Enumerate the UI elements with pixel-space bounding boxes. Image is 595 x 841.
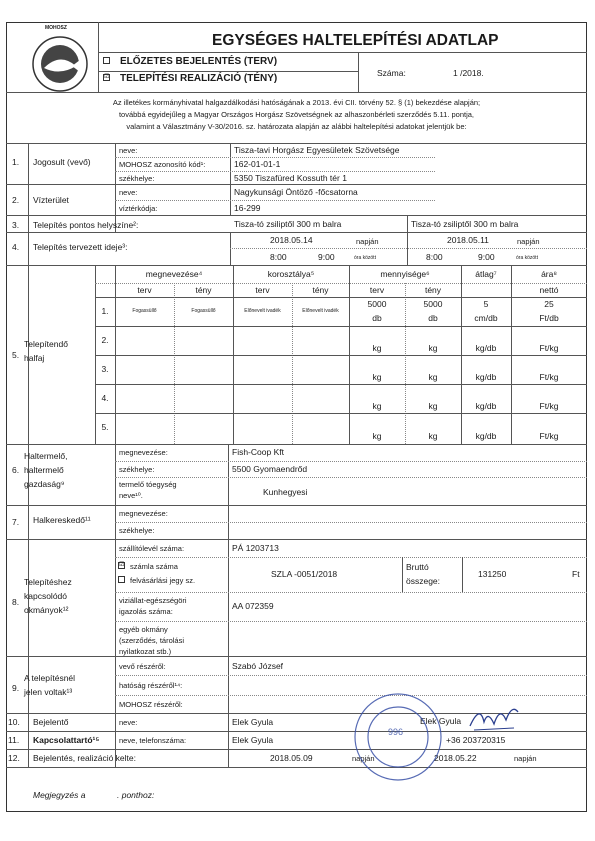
bejelento-alairas-nev: Elek Gyula <box>420 716 462 726</box>
intro-line-3: valamint a Választmány V-30/2016. sz. határozata alapján az alábbi haltelepítési adatokat jelentjük be: <box>126 122 467 131</box>
unit-teny-4: kg <box>428 401 438 411</box>
r8-szamla-label-1: számla száma <box>130 562 178 571</box>
r8-label-1: Telepítéshez <box>24 577 72 587</box>
atlag-unit-5: kg/db <box>475 431 497 441</box>
szallitolevel: PÁ 1203713 <box>232 543 279 553</box>
r1-kod-label: MOHOSZ azonosító kód¹: <box>119 160 206 169</box>
r4-num: 4. <box>12 242 20 252</box>
unit-terv-4: kg <box>372 401 382 411</box>
row-num-3: 3. <box>101 364 109 374</box>
r8-num: 8. <box>12 597 20 607</box>
kor-teny-1: Előnevelt ivadék <box>302 308 339 314</box>
vevo-reszerol: Szabó József <box>232 661 284 671</box>
r9-label-2: jelen voltak¹³ <box>24 687 73 697</box>
r7-label: Halkereskedő¹¹ <box>33 515 91 525</box>
r9-label-1: A telepítésnél <box>24 673 76 683</box>
ido-datum-teny: 2018.05.11 <box>447 235 489 245</box>
r10-num: 10. <box>8 717 20 727</box>
unit-terv-3: kg <box>372 372 382 382</box>
r6-num: 6. <box>12 465 20 475</box>
unit-teny-5: kg <box>428 431 438 441</box>
mohosz-logo <box>14 26 106 96</box>
r5-label-1: Telepítendő <box>24 339 68 349</box>
r11-num: 11. <box>8 735 20 745</box>
viz-kod: 16-299 <box>234 203 261 213</box>
r11-label: Kapcsolattartó¹⁵ <box>33 735 100 745</box>
ar-unit-5: Ft/kg <box>539 431 559 441</box>
r9-vevo-label: vevő részéről: <box>119 662 166 671</box>
toegyseg-nev: Kunhegyesi <box>263 487 308 497</box>
r6-te-label-2: neve¹⁰. <box>119 491 143 500</box>
atlag-unit-3: kg/db <box>475 372 497 382</box>
r6-label-2: haltermelő <box>24 465 64 475</box>
atlag-1: 5 <box>483 299 489 309</box>
r9-moh-label: MOHOSZ részéről: <box>119 700 183 709</box>
menny-terv-1: 5000 <box>367 299 387 309</box>
ora-kozott-2: óra között <box>516 255 538 261</box>
unit-teny-1: db <box>428 313 438 323</box>
ar-unit-3: Ft/kg <box>539 372 559 382</box>
r7-szek-label: székhelye: <box>119 526 155 535</box>
r7-meg-label: megnevezése: <box>119 509 168 518</box>
r3-num: 3. <box>12 220 20 230</box>
felvasarlasi-checkbox[interactable] <box>118 576 125 583</box>
form-frame <box>6 22 587 812</box>
kelte-napjan-2: napján <box>514 754 537 763</box>
r8-vizall-label-2: igazolás száma: <box>119 607 173 616</box>
sub-teny-1: tény <box>195 285 212 295</box>
r6-meg-label: megnevezése: <box>119 448 168 457</box>
szama-value: 1 /2018. <box>453 68 484 78</box>
unit-terv-2: kg <box>372 343 382 353</box>
megjegyzes-label: Megjegyzés a <box>33 790 86 800</box>
kapcsolattarto-telefon: +36 203720315 <box>446 735 506 745</box>
brutto-label-1: Bruttó <box>406 562 429 572</box>
atlag-unit-2: kg/db <box>475 343 497 353</box>
r12-num: 12. <box>8 753 20 763</box>
r1-szek-label: székhelye: <box>119 174 155 183</box>
r12-label: Bejelentés, realizáció kelte: <box>33 753 137 763</box>
unit-terv-5: kg <box>372 431 382 441</box>
h-megnevezes: megnevezése⁴ <box>145 269 203 279</box>
mohosz-kod: 162-01-01-1 <box>234 159 281 169</box>
viz-neve: Nagykunsági Öntöző -főcsatorna <box>234 187 358 197</box>
helyszin-terv: Tisza-tó zsiliptől 300 m balra <box>234 219 342 229</box>
ido-datum-terv: 2018.05.14 <box>270 235 313 245</box>
r10-label: Bejelentő <box>33 717 69 727</box>
intro-line-2: továbbá egyidejűleg a Magyar Országos Horgász Szövetségnek az alhaszonbérleti szerződés 5.11. pontja, <box>118 110 475 119</box>
logo-text: MOHOSZ <box>45 25 67 31</box>
ido-teny-kezd: 8:00 <box>426 252 443 262</box>
r11-label-field: neve, telefonszáma: <box>119 736 187 745</box>
h-mennyiseg: mennyisége⁶ <box>380 269 430 279</box>
h-atlag: átlag⁷ <box>475 269 497 279</box>
r1-neve-label: neve: <box>119 146 138 155</box>
r7-num: 7. <box>12 517 20 527</box>
napjan-2: napján <box>517 237 540 246</box>
r10-neve-label: neve: <box>119 718 138 727</box>
vizallat-igazolas: AA 072359 <box>232 601 274 611</box>
atlag-unit-1: cm/db <box>474 313 498 323</box>
option-realizacio: TELEPÍTÉSI REALIZÁCIÓ (TÉNY) <box>120 73 278 84</box>
sub-netto: nettó <box>539 285 559 295</box>
jogosult-szekhely: 5350 Tiszafüred Kossuth tér 1 <box>234 173 347 183</box>
ido-terv-kezd: 8:00 <box>270 252 287 262</box>
h-ar: ára⁸ <box>541 269 557 279</box>
ar-unit-2: Ft/kg <box>539 343 559 353</box>
r8-label-2: kapcsolódó <box>24 591 68 601</box>
r9-hat-label: hatóság részéről¹⁴: <box>119 681 183 690</box>
menny-teny-1: 5000 <box>423 299 443 309</box>
intro-line-1: Az illetékes kormányhivatal halgazdálkodási hatóságának a 2013. évi CII. törvény 52. § (1) bekezdése alapján; <box>112 98 481 107</box>
r2-neve-label: neve: <box>119 188 138 197</box>
helyszin-teny: Tisza-tó zsiliptől 300 m balra <box>411 219 519 229</box>
r8-szall-label: szállítólevél száma: <box>119 544 185 553</box>
szamla-checkbox[interactable]: ☑ <box>119 562 125 568</box>
ponthoz-label: . ponthoz: <box>117 790 155 800</box>
unit-teny-2: kg <box>428 343 438 353</box>
r6-label-3: gazdaság⁹ <box>24 479 65 489</box>
form-title: EGYSÉGES HALTELEPÍTÉSI ADATLAP <box>212 32 499 49</box>
brutto-osszeg: 131250 <box>478 569 507 579</box>
r4-label: Telepítés tervezett ideje³: <box>33 242 128 252</box>
sub-terv-2: terv <box>255 285 270 295</box>
row-num-1: 1. <box>101 306 109 316</box>
r8-szamla-label-2: felvásárlási jegy sz. <box>130 576 196 585</box>
svg-text:996: 996 <box>388 727 404 737</box>
sub-terv-3: terv <box>369 285 385 295</box>
unit-terv-1: db <box>372 313 382 323</box>
meg-terv-1: Fogassüllő <box>132 308 157 314</box>
brutto-ft: Ft <box>572 569 580 579</box>
kapcsolattarto-neve: Elek Gyula <box>232 735 274 745</box>
haltermelo-szekhely: 5500 Gyomaendrőd <box>232 464 308 474</box>
bejelento-neve: Elek Gyula <box>232 717 274 727</box>
ido-terv-veg: 9:00 <box>318 252 335 262</box>
r8-vizall-label-1: viziállat-egészségöri <box>119 596 187 605</box>
kor-terv-1: Előnevelt ivadék <box>244 308 281 314</box>
r2-kod-label: víztérkódja: <box>119 204 158 213</box>
row-num-5: 5. <box>101 422 109 432</box>
r3-label: Telepítés pontos helyszíne²: <box>33 220 139 230</box>
sub-teny-3: tény <box>424 285 442 295</box>
row-num-2: 2. <box>101 335 109 345</box>
option-elozetes: ELŐZETES BEJELENTÉS (TERV) <box>120 56 278 67</box>
brutto-label-2: összege: <box>406 576 441 586</box>
ora-kozott-1: óra között <box>354 255 376 261</box>
r6-label-1: Haltermelő, <box>24 451 68 461</box>
ar-1: 25 <box>544 299 554 309</box>
row-num-4: 4. <box>101 393 109 403</box>
ido-teny-veg: 9:00 <box>478 252 495 262</box>
r6-szek-label: székhelye: <box>119 465 155 474</box>
r1-label: Jogosult (vevő) <box>33 157 91 167</box>
r2-label: Vízterület <box>33 195 69 205</box>
sub-teny-2: tény <box>312 285 329 295</box>
szamla-szam: SZLA -0051/2018 <box>271 569 338 579</box>
atlag-unit-4: kg/db <box>475 401 497 411</box>
kelte-realizacio: 2018.05.22 <box>434 753 477 763</box>
r2-num: 2. <box>12 195 20 205</box>
teny-checkbox[interactable]: ☑ <box>104 74 110 80</box>
r8-egyeb-label-3: nyilatkozat stb.) <box>119 647 172 656</box>
meg-teny-1: Fogassüllő <box>191 308 216 314</box>
ar-unit-1: Ft/db <box>539 313 559 323</box>
napjan-1: napján <box>356 237 379 246</box>
r6-te-label-1: termelő tóegység <box>119 480 177 489</box>
stamp-seal <box>352 691 444 783</box>
signature <box>466 700 522 734</box>
r8-label-3: okmányok¹² <box>24 605 69 615</box>
terv-checkbox[interactable] <box>103 57 110 64</box>
unit-teny-3: kg <box>428 372 438 382</box>
h-korosztaly: korosztálya⁵ <box>267 269 315 279</box>
r9-num: 9. <box>12 683 20 693</box>
ar-unit-4: Ft/kg <box>539 401 559 411</box>
sub-terv-1: terv <box>137 285 152 295</box>
r1-num: 1. <box>12 157 20 167</box>
kelte-bejelentes: 2018.05.09 <box>270 753 313 763</box>
szama-label: Száma: <box>377 68 406 78</box>
r5-num: 5. <box>12 350 20 360</box>
kelte-napjan-1: napján <box>352 754 375 763</box>
r5-label-2: halfaj <box>24 353 45 363</box>
r8-egyeb-label-2: (szerződés, tárolási <box>119 636 185 645</box>
r8-egyeb-label-1: egyéb okmány <box>119 625 168 634</box>
jogosult-neve: Tisza-tavi Horgász Egyesületek Szövetsége <box>234 145 400 155</box>
haltermelo-nev: Fish-Coop Kft <box>232 447 284 457</box>
